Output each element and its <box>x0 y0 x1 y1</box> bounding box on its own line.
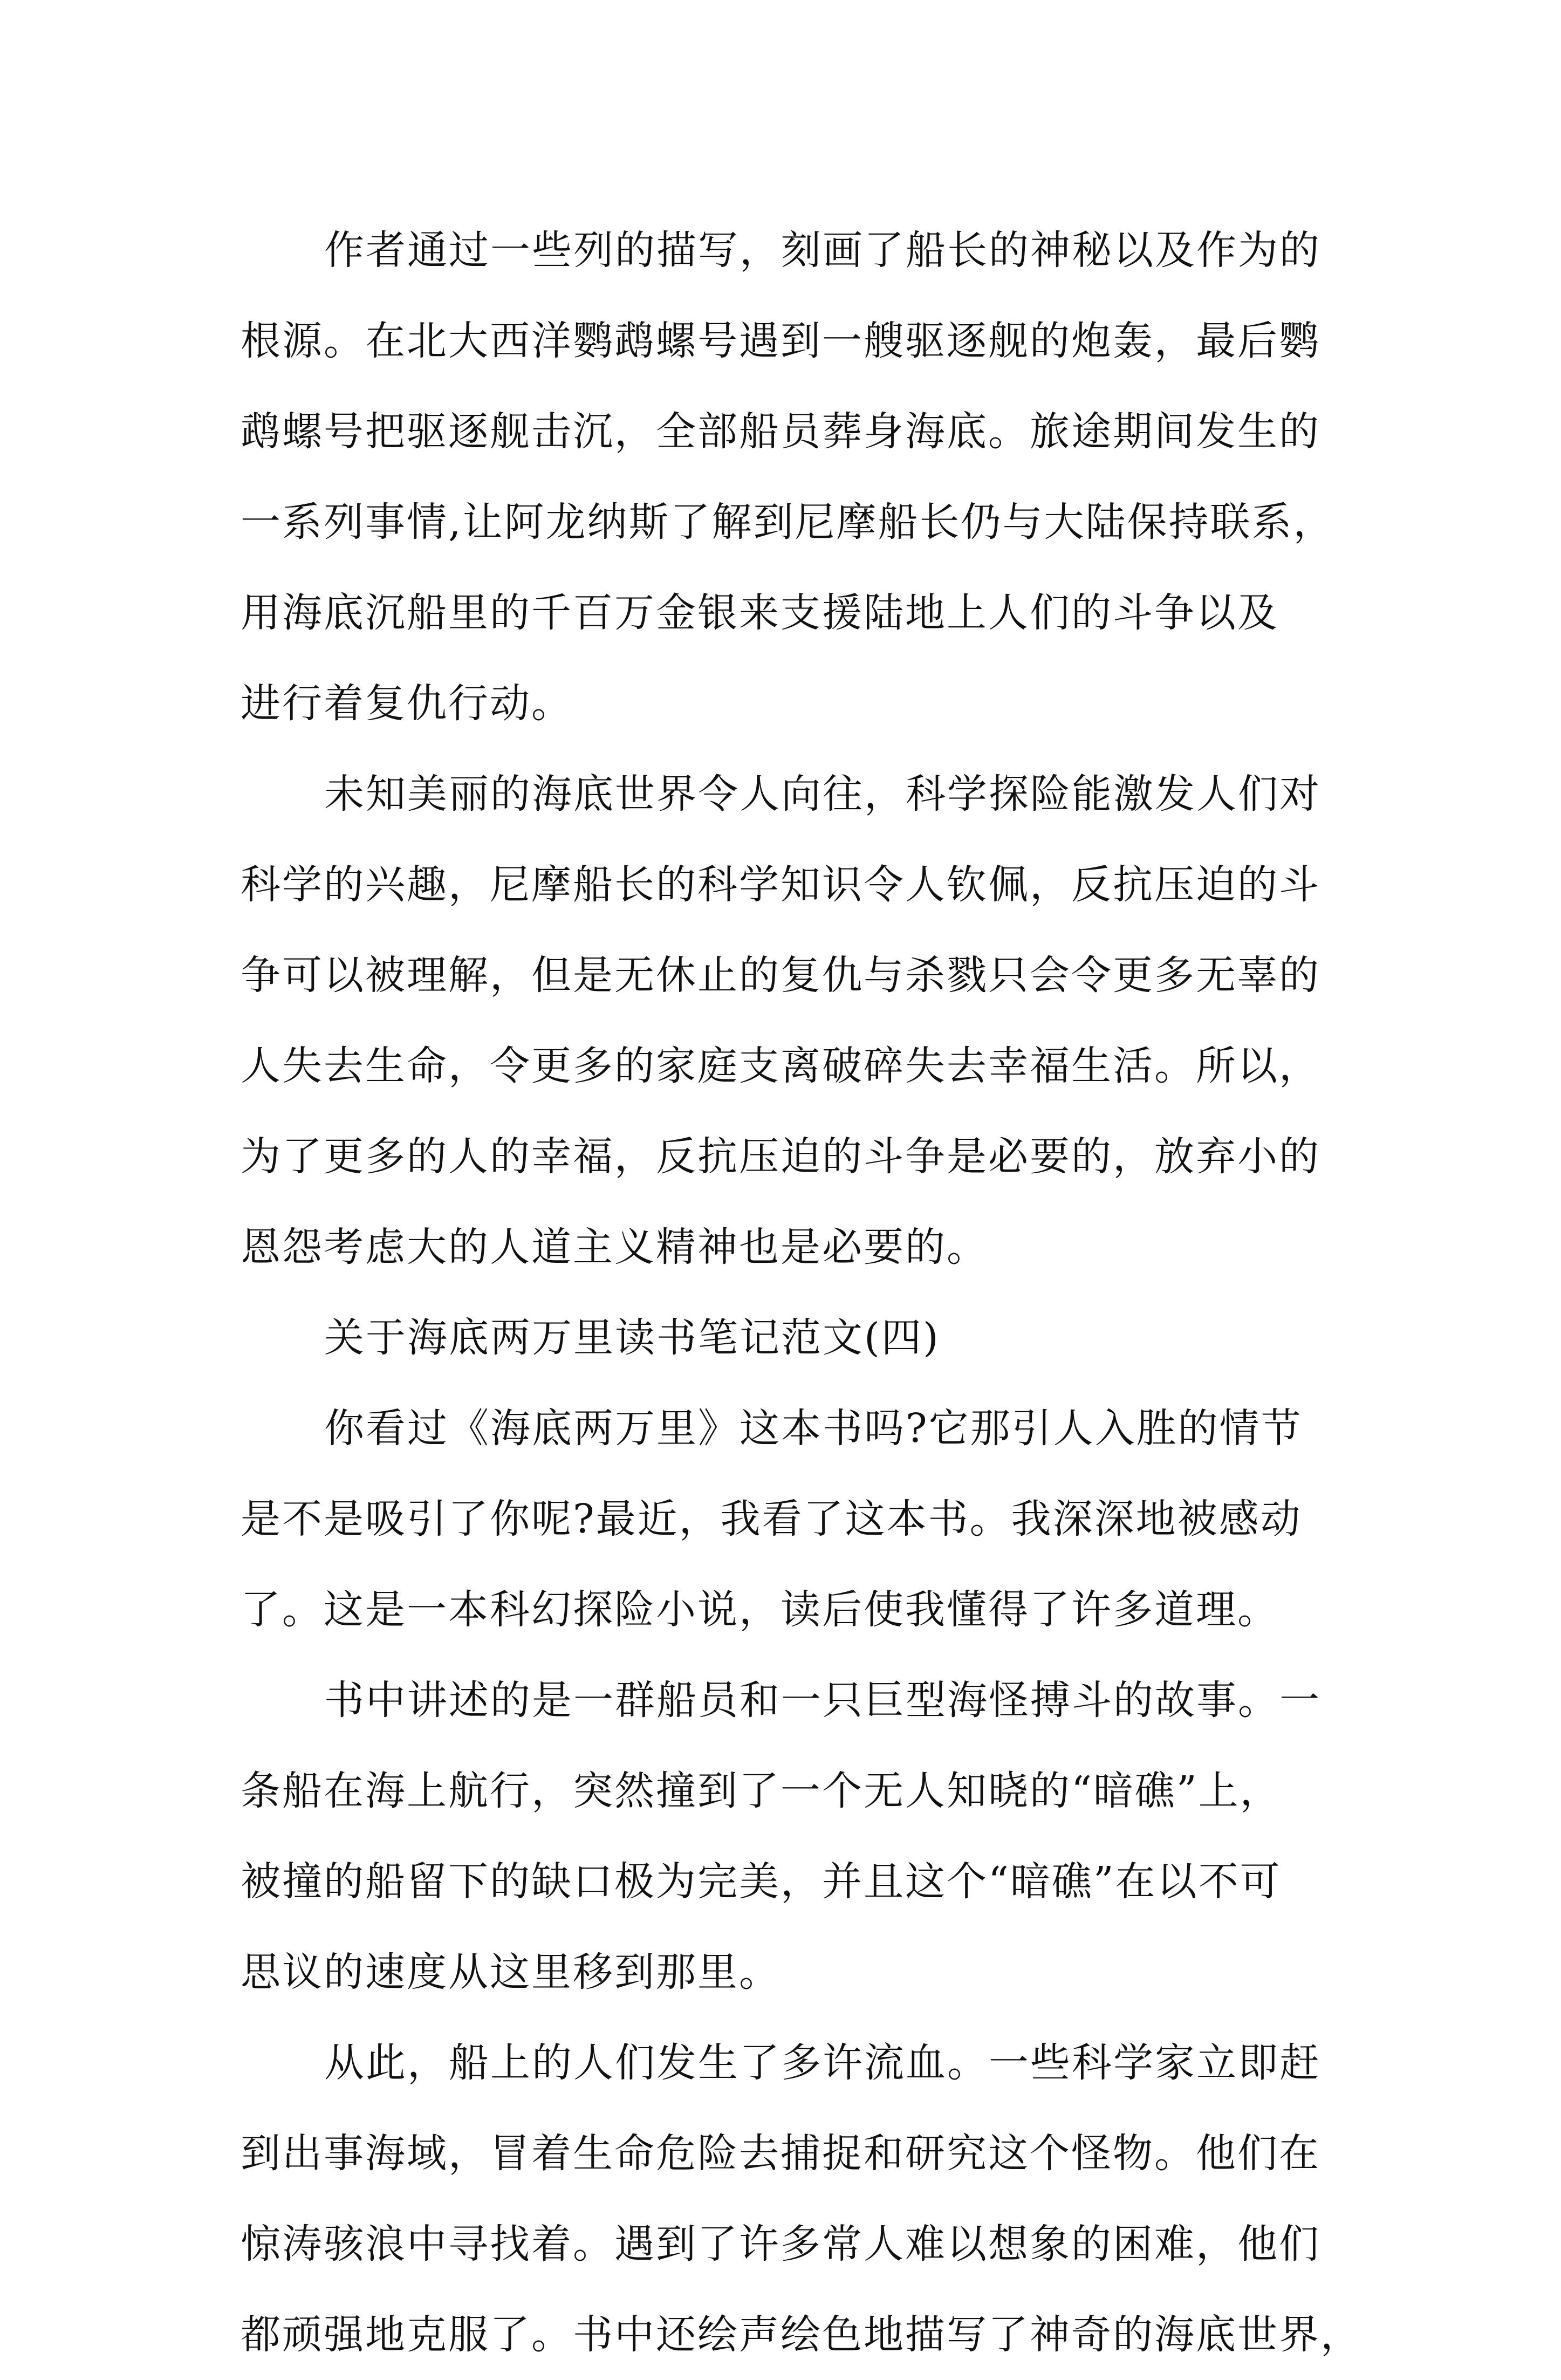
paragraph-1-line-6: 进行着复仇行动。 <box>241 680 573 727</box>
paragraph-2-line-2: 科学的兴趣，尼摩船长的科学知识令人钦佩，反抗压迫的斗 <box>241 861 1320 908</box>
paragraph-1-line-3: 鹉螺号把驱逐舰击沉，全部船员葬身海底。旅途期间发生的 <box>241 408 1320 455</box>
paragraph-2-line-1: 未知美丽的海底世界令人向往，科学探险能激发人们对 <box>324 771 1321 817</box>
paragraph-1-line-2: 根源。在北大西洋鹦鹉螺号遇到一艘驱逐舰的炮轰，最后鹦 <box>241 318 1320 364</box>
paragraph-1-line-4: 一系列事情,让阿龙纳斯了解到尼摩船长仍与大陆保持联系， <box>241 499 1335 545</box>
paragraph-3-line-2: 是不是吸引了你呢?最近，我看了这本书。我深深地被感动 <box>241 1496 1302 1542</box>
paragraph-4-line-1: 书中讲述的是一群船员和一只巨型海怪搏斗的故事。一 <box>324 1677 1321 1724</box>
paragraph-5-line-3: 惊涛骇浪中寻找着。遇到了许多常人难以想象的困难，他们 <box>241 2221 1320 2267</box>
paragraph-1-line-1: 作者通过一些列的描写，刻画了船长的神秘以及作为的 <box>324 227 1321 273</box>
paragraph-2-line-4: 人失去生命，令更多的家庭支离破碎失去幸福生活。所以， <box>241 1043 1320 1089</box>
paragraph-4-line-3: 被撞的船留下的缺口极为完美，并且这个“暗礁”在以不可 <box>241 1858 1282 1905</box>
paragraph-5-line-4: 都顽强地克服了。书中还绘声绘色地描写了神奇的海底世界， <box>241 2311 1362 2358</box>
paragraph-2-line-3: 争可以被理解，但是无休止的复仇与杀戮只会令更多无辜的 <box>241 952 1320 998</box>
document-body <box>241 205 1362 2380</box>
paragraph-4-line-4: 思议的速度从这里移到那里。 <box>241 1949 780 1995</box>
paragraph-2-line-5: 为了更多的人的幸福，反抗压迫的斗争是必要的，放弃小的 <box>241 1133 1320 1180</box>
paragraph-3-line-3: 了。这是一本科幻探险小说，读后使我懂得了许多道理。 <box>241 1586 1279 1633</box>
paragraph-3-line-1: 你看过《海底两万里》这本书吗?它那引人入胜的情节 <box>324 1405 1303 1452</box>
paragraph-1-line-5: 用海底沉船里的千百万金银来支援陆地上人们的斗争以及 <box>241 590 1279 636</box>
paragraph-5-line-1: 从此，船上的人们发生了多许流血。一些科学家立即赶 <box>324 2040 1321 2086</box>
paragraph-4-line-2: 条船在海上航行，突然撞到了一个无人知晓的“暗礁”上， <box>241 1768 1282 1814</box>
paragraph-5-line-2: 到出事海域，冒着生命危险去捕捉和研究这个怪物。他们在 <box>241 2130 1320 2177</box>
section-heading: 关于海底两万里读书笔记范文(四) <box>324 1315 940 1361</box>
paragraph-2-line-6: 恩怨考虑大的人道主义精神也是必要的。 <box>241 1224 988 1270</box>
